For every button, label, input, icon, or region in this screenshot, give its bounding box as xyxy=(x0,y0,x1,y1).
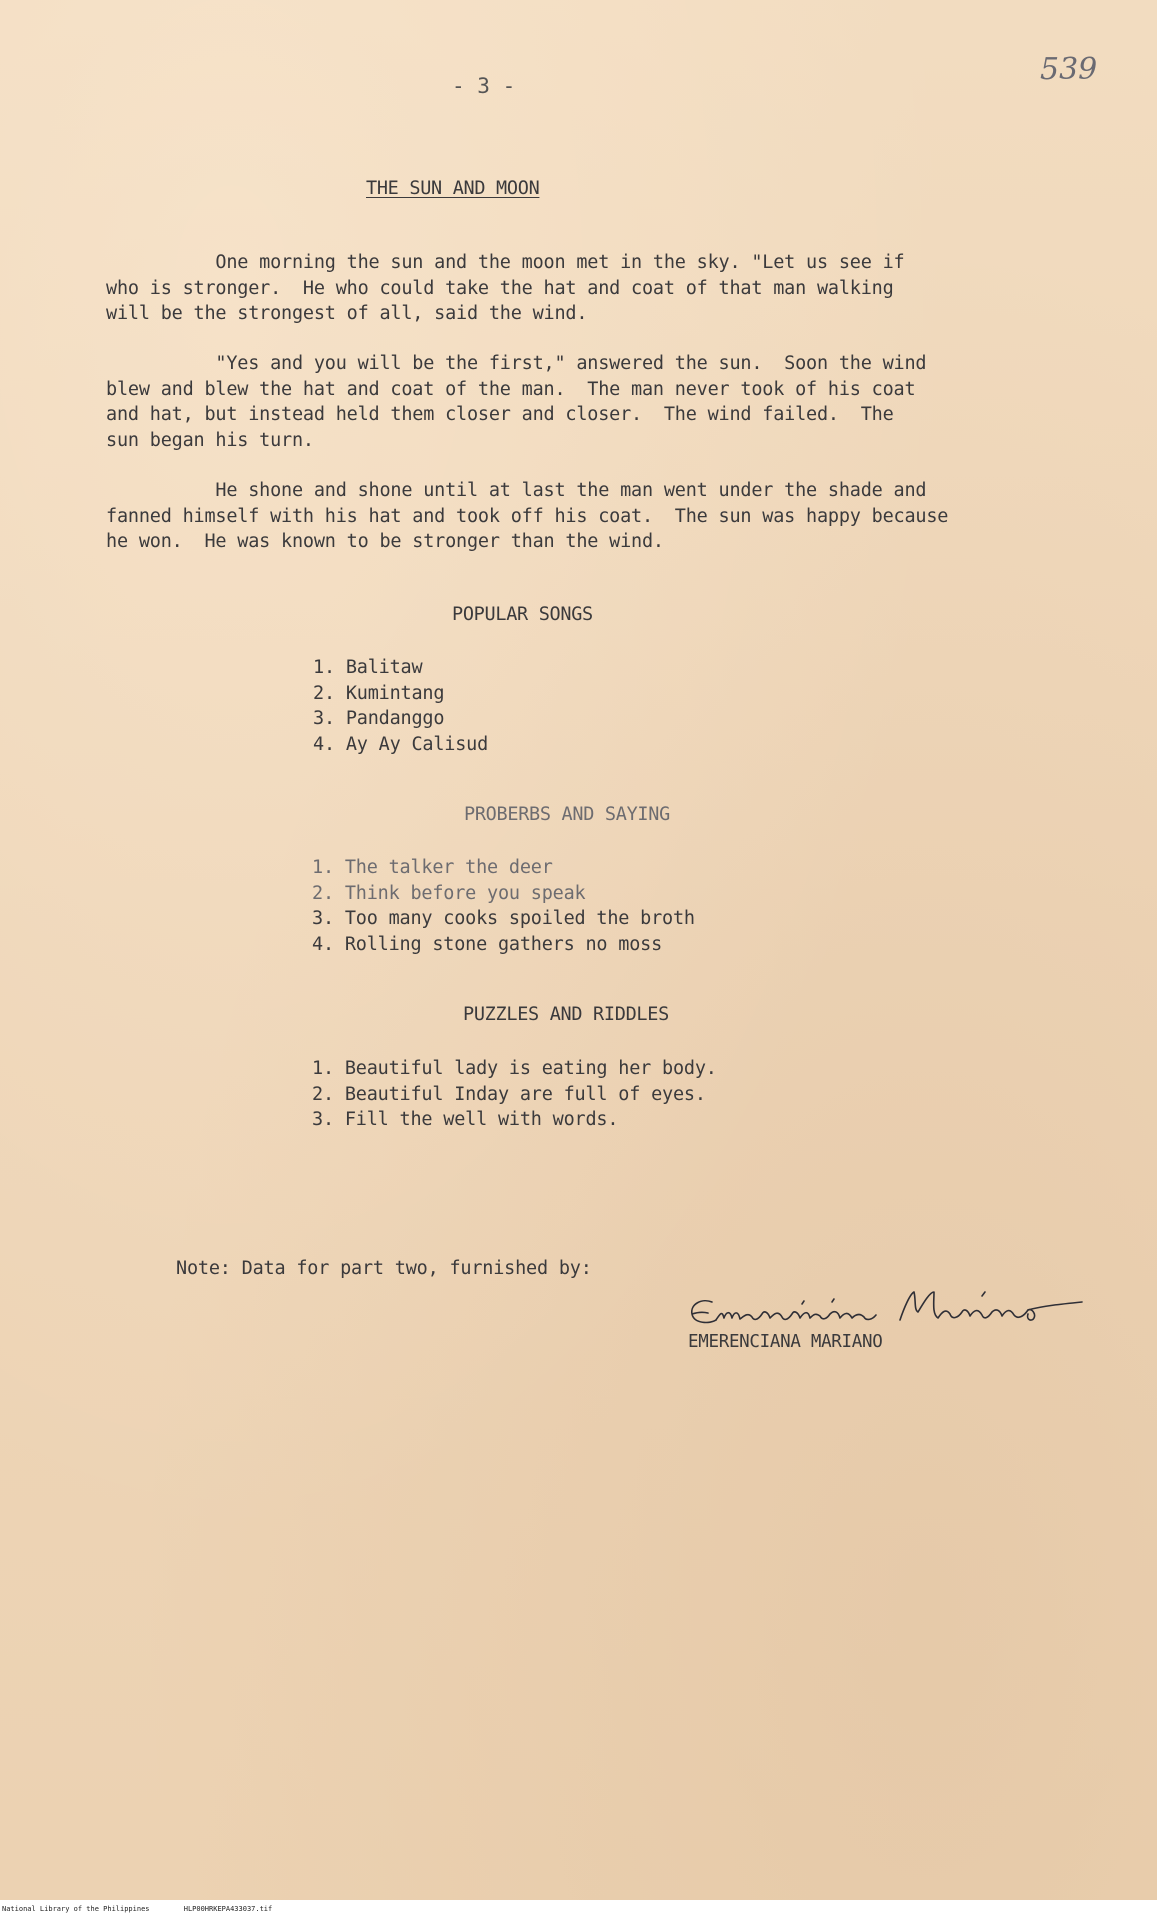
page-number: - 3 - xyxy=(452,74,516,98)
typed-signature-name: EMERENCIANA MARIANO xyxy=(688,1332,883,1352)
note-line: Note: Data for part two, furnished by: xyxy=(176,1258,592,1279)
text-line: One morning the sun and the moon met in the sky. "Let us see if xyxy=(106,252,905,273)
list-item: 2. Kumintang xyxy=(313,682,445,704)
list-item: 1. The talker the deer xyxy=(312,857,553,878)
proverbs-heading: PROBERBS AND SAYING xyxy=(464,804,670,825)
story-paragraph xyxy=(106,250,904,327)
library-name: National Library of the Philippines xyxy=(2,1905,150,1913)
list-item: 4. Ay Ay Calisud xyxy=(313,733,489,755)
text-line: fanned himself with his hat and took off his coat. The sun was happy because xyxy=(106,505,949,527)
story-title: THE SUN AND MOON xyxy=(366,178,540,199)
list-item: 1. Balitaw xyxy=(313,657,423,678)
list-item: 3. Fill the well with words. xyxy=(312,1109,619,1130)
text-line: who is stronger. He who could take the hat and coat of that man walking xyxy=(106,277,894,299)
list-item: 3. Too many cooks spoiled the broth xyxy=(312,908,695,929)
text-line: and hat, but instead held them closer and closer. The wind failed. The xyxy=(106,404,894,425)
story-paragraph xyxy=(106,351,926,453)
text-line: "Yes and you will be the first," answered the sun. Soon the wind xyxy=(106,353,927,374)
riddles-list xyxy=(312,1056,717,1133)
list-item: 2. Think before you speak xyxy=(312,882,586,904)
list-item: 2. Beautiful Inday are full of eyes. xyxy=(312,1083,706,1105)
archive-footer xyxy=(0,1900,1157,1918)
file-id: HLP00HRKEPA433037.tif xyxy=(183,1905,273,1913)
story-paragraph xyxy=(106,478,948,555)
text-line: blew and blew the hat and coat of the man. The man never took of his coat xyxy=(106,378,916,400)
text-line: sun began his turn. xyxy=(106,429,314,451)
list-item: 3. Pandanggo xyxy=(313,708,445,729)
proverbs-list xyxy=(312,855,695,957)
riddles-heading: PUZZLES AND RIDDLES xyxy=(463,1004,669,1025)
list-item: 4. Rolling stone gathers no moss xyxy=(312,933,663,955)
text-line: will be the strongest of all, said the wind. xyxy=(106,303,588,324)
list-item: 1. Beautiful lady is eating her body. xyxy=(312,1058,717,1079)
popular-songs-list xyxy=(313,655,488,757)
popular-songs-heading: POPULAR SONGS xyxy=(452,604,593,625)
text-line: He shone and shone until at last the man went under the shade and xyxy=(106,480,927,501)
text-line: he won. He was known to be stronger than the wind. xyxy=(106,531,664,552)
archive-number: 539 xyxy=(1040,52,1098,87)
